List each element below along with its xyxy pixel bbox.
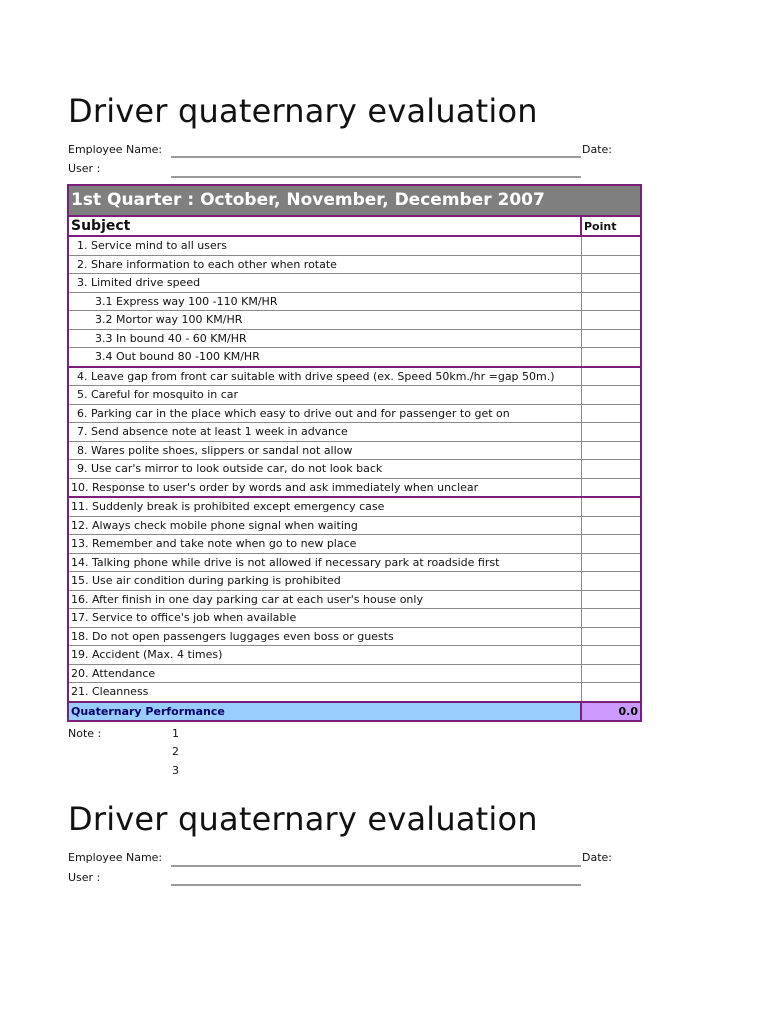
point-cell[interactable] [581, 497, 641, 516]
point-cell[interactable] [581, 627, 641, 646]
point-cell[interactable] [581, 329, 641, 348]
item-label: 19. Accident (Max. 4 times) [68, 646, 581, 665]
user-field[interactable] [171, 884, 581, 886]
evaluation-table [67, 184, 642, 722]
item-label: 11. Suddenly break is prohibited except emergency case [68, 497, 581, 516]
point-cell[interactable] [581, 664, 641, 683]
employee-name-label: Employee Name: [68, 851, 163, 864]
subject-header: Subject [68, 216, 581, 236]
point-cell[interactable] [581, 460, 641, 479]
performance-value: 0.0 [581, 702, 641, 722]
item-label: 6. Parking car in the place which easy to drive out and for passenger to get on [68, 404, 581, 423]
point-cell[interactable] [581, 535, 641, 554]
employee-name-label: Employee Name: [68, 143, 163, 156]
point-cell[interactable] [581, 292, 641, 311]
page-title-2: Driver quaternary evaluation [68, 800, 538, 838]
item-label: 3.3 In bound 40 - 60 KM/HR [68, 329, 581, 348]
employee-name-field[interactable] [171, 865, 581, 867]
point-header: Point [581, 216, 641, 236]
item-label: 18. Do not open passengers luggages even boss or guests [68, 627, 581, 646]
item-label: 12. Always check mobile phone signal when waiting [68, 516, 581, 535]
item-label: 8. Wares polite shoes, slippers or sandal not allow [68, 441, 581, 460]
date-label: Date: [582, 851, 612, 864]
employee-name-field[interactable] [171, 156, 581, 158]
item-label: 13. Remember and take note when go to new place [68, 535, 581, 554]
item-label: 17. Service to office's job when available [68, 609, 581, 628]
point-cell[interactable] [581, 423, 641, 442]
page-title: Driver quaternary evaluation [68, 92, 538, 130]
point-cell[interactable] [581, 236, 641, 255]
date-label: Date: [582, 143, 612, 156]
item-label: 5. Careful for mosquito in car [68, 386, 581, 405]
point-cell[interactable] [581, 274, 641, 293]
note-item: 3 [172, 764, 179, 777]
item-label: 10. Response to user's order by words and ask immediately when unclear [68, 478, 581, 497]
point-cell[interactable] [581, 572, 641, 591]
performance-label: Quaternary Performance [68, 702, 581, 722]
item-label: 2. Share information to each other when rotate [68, 255, 581, 274]
point-cell[interactable] [581, 683, 641, 702]
quarter-header: 1st Quarter : October, November, December 2007 [68, 185, 641, 216]
item-label: 1. Service mind to all users [68, 236, 581, 255]
item-label: 9. Use car's mirror to look outside car, do not look back [68, 460, 581, 479]
user-field[interactable] [171, 176, 581, 178]
item-label: 4. Leave gap from front car suitable with drive speed (ex. Speed 50km./hr =gap 50m.) [68, 367, 581, 386]
point-cell[interactable] [581, 404, 641, 423]
note-item: 1 [172, 727, 179, 740]
point-cell[interactable] [581, 367, 641, 386]
item-label: 3.4 Out bound 80 -100 KM/HR [68, 348, 581, 367]
point-cell[interactable] [581, 553, 641, 572]
item-label: 7. Send absence note at least 1 week in advance [68, 423, 581, 442]
item-label: 14. Talking phone while drive is not allowed if necessary park at roadside first [68, 553, 581, 572]
item-label: 3. Limited drive speed [68, 274, 581, 293]
point-cell[interactable] [581, 516, 641, 535]
item-label: 3.2 Mortor way 100 KM/HR [68, 311, 581, 330]
item-label: 15. Use air condition during parking is prohibited [68, 572, 581, 591]
note-label: Note : [68, 727, 102, 740]
point-cell[interactable] [581, 386, 641, 405]
point-cell[interactable] [581, 348, 641, 367]
point-cell[interactable] [581, 311, 641, 330]
item-label: 20. Attendance [68, 664, 581, 683]
point-cell[interactable] [581, 255, 641, 274]
point-cell[interactable] [581, 609, 641, 628]
item-label: 16. After finish in one day parking car at each user's house only [68, 590, 581, 609]
item-label: 3.1 Express way 100 -110 KM/HR [68, 292, 581, 311]
point-cell[interactable] [581, 590, 641, 609]
point-cell[interactable] [581, 441, 641, 460]
user-label: User : [68, 162, 101, 175]
point-cell[interactable] [581, 646, 641, 665]
user-label: User : [68, 871, 101, 884]
point-cell[interactable] [581, 478, 641, 497]
note-item: 2 [172, 745, 179, 758]
item-label: 21. Cleanness [68, 683, 581, 702]
